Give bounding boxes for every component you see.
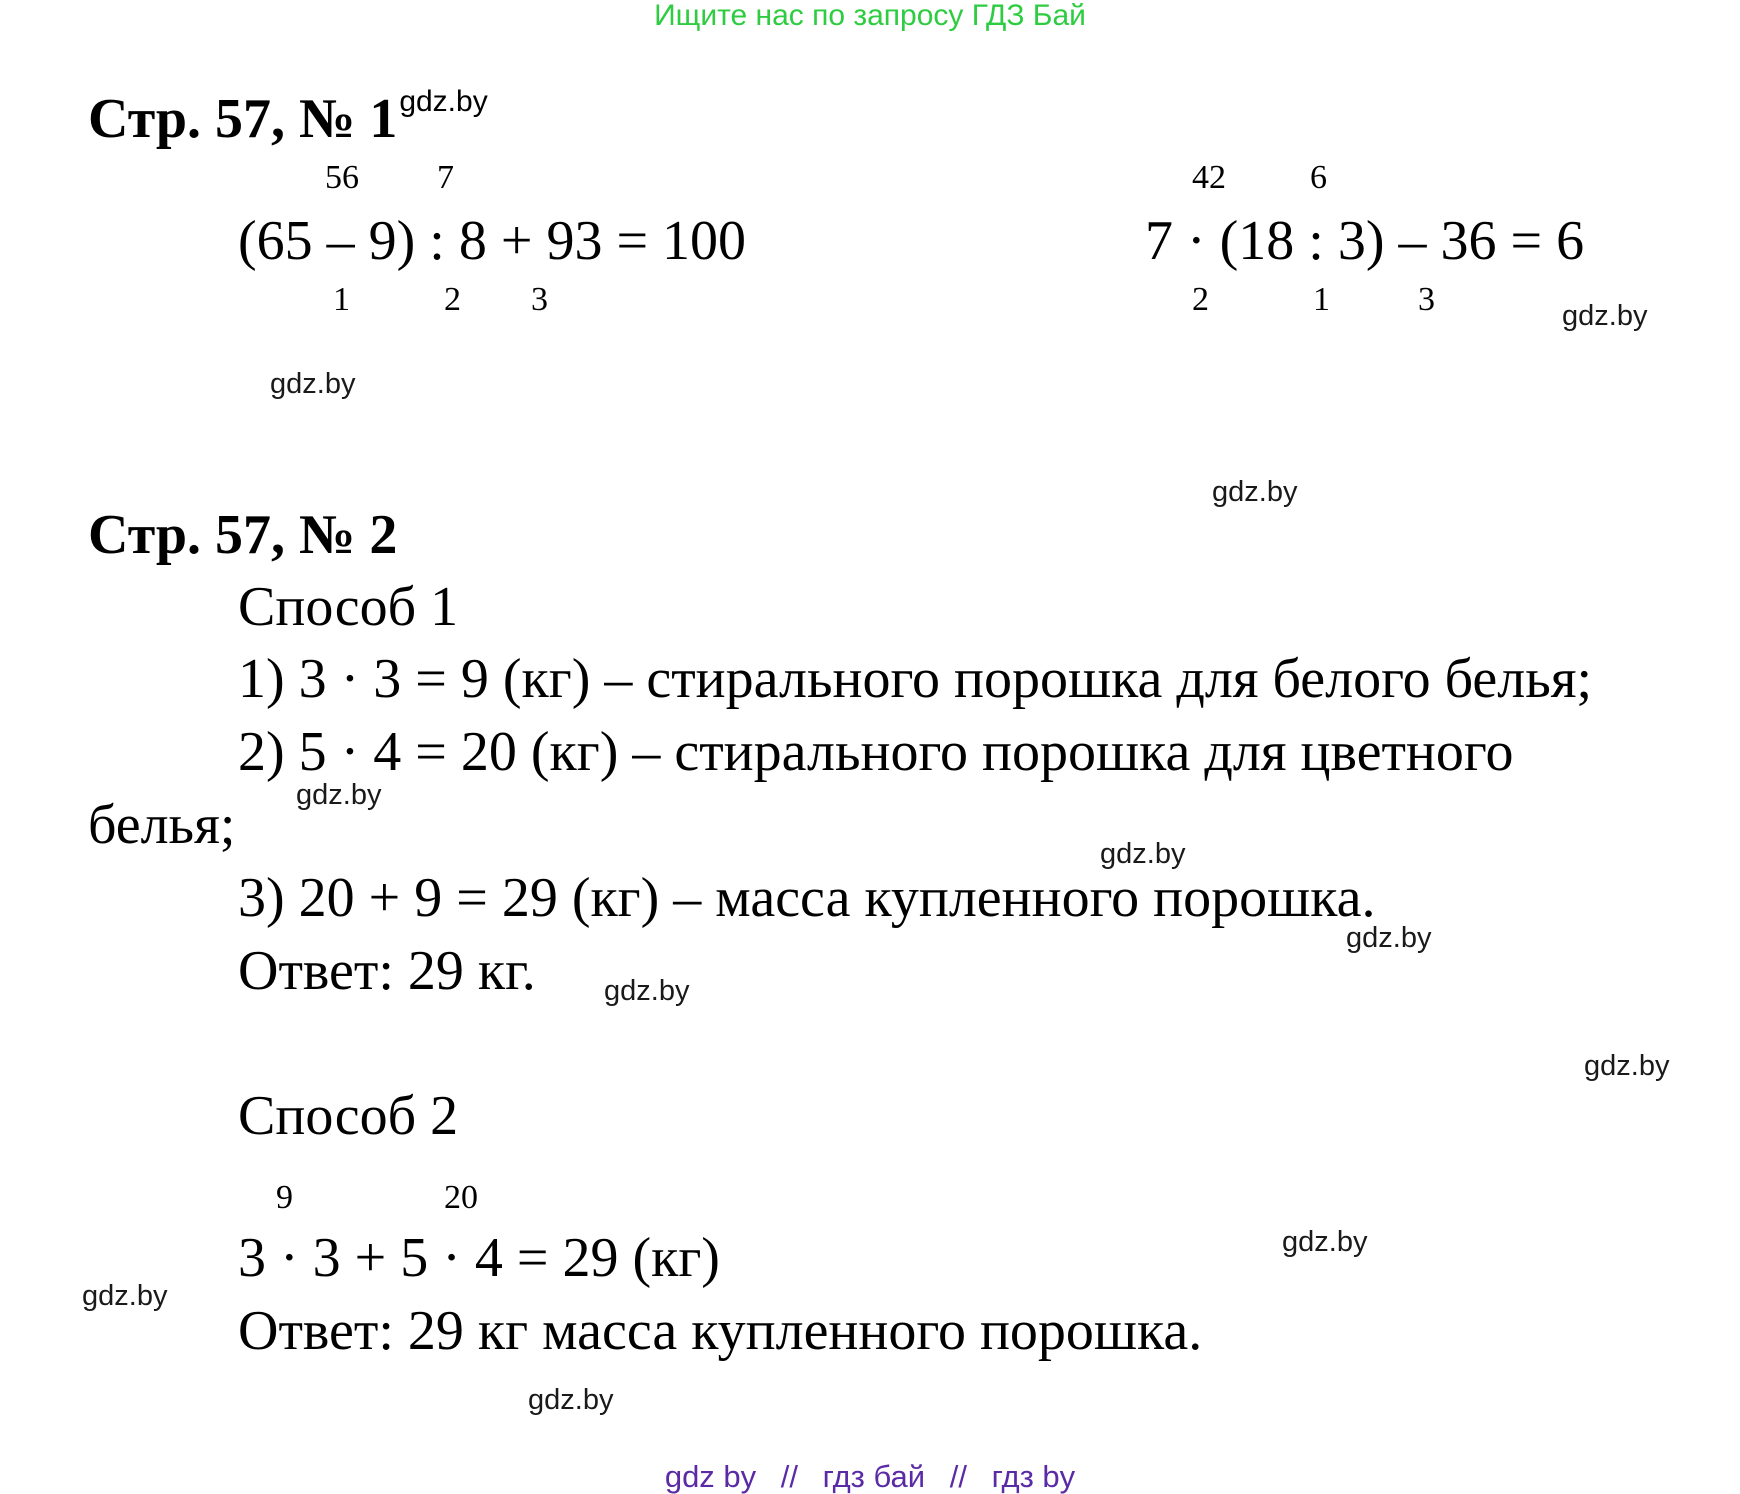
method1-step1: 1) 3 · 3 = 9 (кг) – стирального порошка для белого белья; [238, 648, 1593, 710]
watermark: gdz.by [1282, 1226, 1368, 1258]
order-result-20: 20 [444, 1179, 478, 1216]
method1-step2-continued: белья; [88, 794, 236, 856]
footer-link-gdz-by[interactable]: gdz by [664, 1459, 757, 1494]
watermark: gdz.by [528, 1384, 614, 1416]
method2-expression: 3 · 3 + 5 · 4 = 29 (кг) [238, 1227, 720, 1289]
task1-heading-text: Стр. 57, № 1 [88, 88, 398, 150]
method1-title: Способ 1 [238, 576, 459, 638]
watermark: gdz.by [1584, 1050, 1670, 1082]
method1-step2: 2) 5 · 4 = 20 (кг) – стирального порошка для цветного [238, 721, 1514, 783]
method2-title: Способ 2 [238, 1085, 459, 1147]
order-result-56: 56 [325, 159, 359, 196]
order-result-42: 42 [1192, 159, 1226, 196]
method1-answer: Ответ: 29 кг. [238, 940, 536, 1002]
order-result-9: 9 [276, 1179, 293, 1216]
task2-heading: Стр. 57, № 2 [88, 504, 398, 566]
watermark: gdz.by [1346, 922, 1432, 954]
task1-heading [88, 72, 488, 149]
order-step-3-right: 3 [1418, 281, 1435, 318]
footer-separator: // [949, 1459, 967, 1494]
watermark: gdz.by [270, 368, 356, 400]
expression-left: (65 – 9) : 8 + 93 = 100 [238, 210, 747, 272]
watermark: gdz.by [1212, 476, 1298, 508]
task1-heading-watermark: gdz.by [399, 85, 488, 118]
order-step-1-right: 1 [1313, 281, 1330, 318]
order-result-7: 7 [437, 159, 454, 196]
footer-link-gdz-by-cyr[interactable]: гдз by [991, 1459, 1076, 1494]
footer-separator: // [780, 1459, 799, 1494]
method1-step3: 3) 20 + 9 = 29 (кг) – масса купленного порошка. [238, 867, 1376, 929]
order-step-1: 1 [333, 281, 350, 318]
method2-answer: Ответ: 29 кг масса купленного порошка. [238, 1300, 1203, 1362]
order-step-2-right: 2 [1192, 281, 1209, 318]
watermark: gdz.by [296, 779, 382, 811]
watermark: gdz.by [1100, 838, 1186, 870]
footer-links [0, 1460, 1740, 1494]
watermark: gdz.by [604, 975, 690, 1007]
order-result-6: 6 [1310, 159, 1327, 196]
watermark: gdz.by [82, 1280, 168, 1312]
footer-link-gdz-bai[interactable]: гдз бай [822, 1459, 926, 1494]
watermark: gdz.by [1562, 300, 1648, 332]
order-step-2: 2 [444, 281, 461, 318]
order-step-3: 3 [531, 281, 548, 318]
top-banner: Ищите нас по запросу ГДЗ Бай [654, 0, 1086, 32]
expression-right: 7 · (18 : 3) – 36 = 6 [1145, 210, 1585, 272]
